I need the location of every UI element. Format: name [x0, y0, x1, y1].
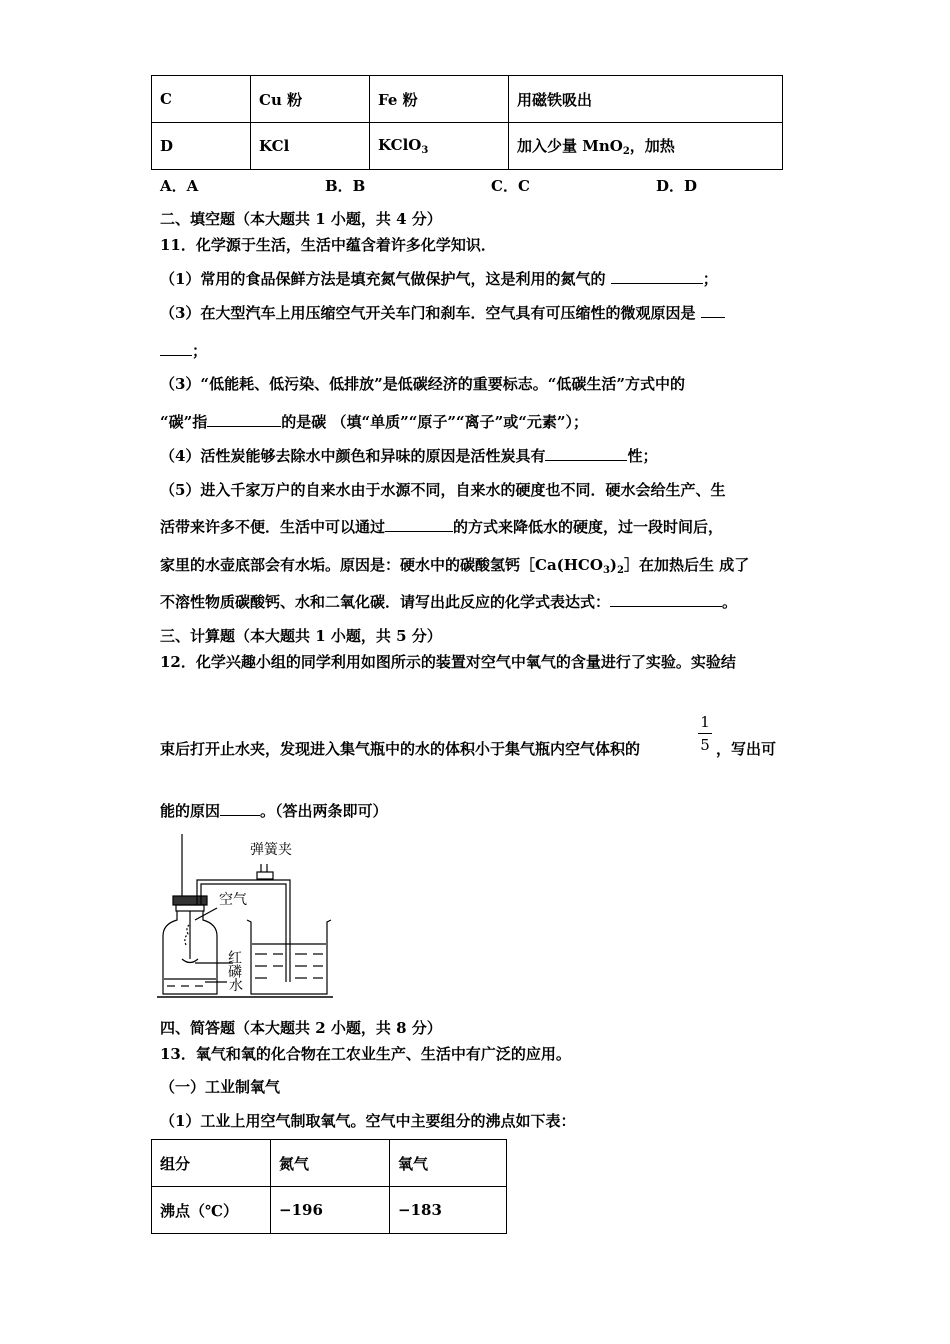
answer-blank[interactable] — [385, 517, 453, 532]
section-header: 三、计算题（本大题共 1 小题，共 5 分） — [160, 627, 442, 645]
line-text: 能的原因 — [160, 802, 221, 820]
line-text: 。（答出两条即可） — [260, 802, 388, 820]
options-table — [151, 75, 783, 170]
table-cell: −183 — [390, 1187, 507, 1234]
line-end: 。 — [722, 593, 738, 611]
answer-blank[interactable] — [545, 446, 627, 461]
question-line — [160, 302, 725, 323]
answer-blank[interactable] — [610, 592, 722, 607]
fraction — [698, 713, 712, 754]
subscript: 2 — [622, 146, 630, 157]
table-row — [152, 123, 783, 170]
line-text: 家里的水壶底部会有水垢。原因是：硬水中的碳酸氢钙［Ca(HCO — [160, 556, 603, 574]
line-text: （1）常用的食品保鲜方法是填充氮气做保护气，这是利用的氮气的 — [160, 270, 606, 288]
option-a[interactable]: A．A — [160, 177, 199, 195]
question-stem: 11．化学源于生活，生活中蕴含着许多化学知识． — [160, 236, 496, 254]
table-cell: Cu 粉 — [251, 76, 370, 123]
question-line: （3）“低能耗、低污染、低排放”是低碳经济的重要标志。“低碳生活”方式中的 — [160, 375, 685, 393]
subscript: 3 — [602, 565, 610, 576]
table-row — [152, 76, 783, 123]
line-text: （4）活性炭能够去除水中颜色和异味的原因是活性炭具有 — [160, 447, 546, 465]
table-header-cell: 组分 — [152, 1140, 271, 1187]
label-air: 空气 — [219, 891, 247, 907]
table-cell: D — [152, 123, 251, 170]
question-line — [160, 445, 657, 466]
fraction-numerator: 1 — [700, 713, 710, 731]
question-line — [160, 268, 718, 289]
table-cell — [370, 123, 509, 170]
line-text: ］在加热后生 成了 — [623, 556, 750, 574]
table-row — [152, 1187, 507, 1234]
fraction-bar — [698, 733, 712, 734]
label-spring-clip: 弹簧夹 — [250, 841, 292, 857]
table-header-cell: 氧气 — [390, 1140, 507, 1187]
line-text: 性； — [627, 447, 658, 465]
fraction-denominator: 5 — [700, 736, 710, 754]
section-header: 二、填空题（本大题共 1 小题，共 4 分） — [160, 210, 442, 228]
answer-blank[interactable] — [207, 412, 281, 427]
table-cell: 用磁铁吸出 — [509, 76, 783, 123]
method-text: 加入少量 MnO — [517, 137, 623, 155]
question-line — [160, 411, 588, 432]
question-stem: 13．氧气和氧的化合物在工农业生产、生活中有广泛的应用。 — [160, 1045, 571, 1063]
apparatus-figure — [155, 832, 335, 1002]
question-line: （5）进入千家万户的自来水由于水源不同，自来水的硬度也不同．硬水会给生产、生 — [160, 481, 726, 499]
table-cell: 沸点（℃） — [152, 1187, 271, 1234]
answer-blank[interactable] — [160, 341, 192, 356]
question-line — [160, 591, 737, 612]
table-cell — [509, 123, 783, 170]
question-line — [160, 340, 207, 361]
question-stem: 12．化学兴趣小组的同学利用如图所示的装置对空气中氧气的含量进行了实验。实验结 — [160, 653, 736, 671]
line-text: ) — [609, 556, 618, 574]
answer-blank[interactable] — [611, 269, 703, 284]
label-red-phosphorus: 红磷 — [227, 950, 243, 978]
line-end: ； — [702, 270, 718, 288]
sub-heading: （一）工业制氧气 — [160, 1078, 281, 1096]
table-cell: C — [152, 76, 251, 123]
question-line: ，写出可 — [716, 740, 777, 758]
line-text: （3）在大型汽车上用压缩空气开关车门和刹车．空气具有可压缩性的微观原因是 — [160, 304, 696, 322]
table-cell: −196 — [271, 1187, 390, 1234]
table-row — [152, 1140, 507, 1187]
question-line — [160, 554, 749, 576]
option-d[interactable]: D．D — [656, 177, 698, 195]
answer-blank[interactable] — [220, 801, 260, 816]
line-text: 的是碳 （填“单质”“原子”“离子”或“元素”）； — [281, 413, 589, 431]
line-text: 不溶性物质碳酸钙、水和二氧化碳．请写出此反应的化学式表达式： — [160, 593, 611, 611]
table-cell: KCl — [251, 123, 370, 170]
section-header: 四、简答题（本大题共 2 小题，共 8 分） — [160, 1019, 442, 1037]
table-cell: Fe 粉 — [370, 76, 509, 123]
option-c[interactable]: C．C — [491, 177, 530, 195]
question-line: 束后打开止水夹，发现进入集气瓶中的水的体积小于集气瓶内空气体积的 — [160, 740, 641, 758]
line-text: “碳”指 — [160, 413, 208, 431]
line-text: 活带来许多不便．生活中可以通过 — [160, 518, 386, 536]
line-end: ； — [192, 342, 208, 360]
formula-text: KClO — [378, 136, 422, 154]
label-water: 水 — [229, 977, 243, 993]
question-line — [160, 800, 388, 821]
question-line — [160, 516, 723, 537]
question-line: （1）工业上用空气制取氧气。空气中主要组分的沸点如下表： — [160, 1112, 576, 1130]
line-text: 的方式来降低水的硬度，过一段时间后， — [453, 518, 724, 536]
table-header-cell: 氮气 — [271, 1140, 390, 1187]
option-b[interactable]: B．B — [325, 177, 366, 195]
answer-blank[interactable] — [701, 303, 725, 318]
method-tail: ，加热 — [629, 137, 675, 155]
subscript: 2 — [617, 565, 624, 576]
subscript: 3 — [421, 145, 429, 156]
boiling-point-table — [151, 1139, 507, 1234]
